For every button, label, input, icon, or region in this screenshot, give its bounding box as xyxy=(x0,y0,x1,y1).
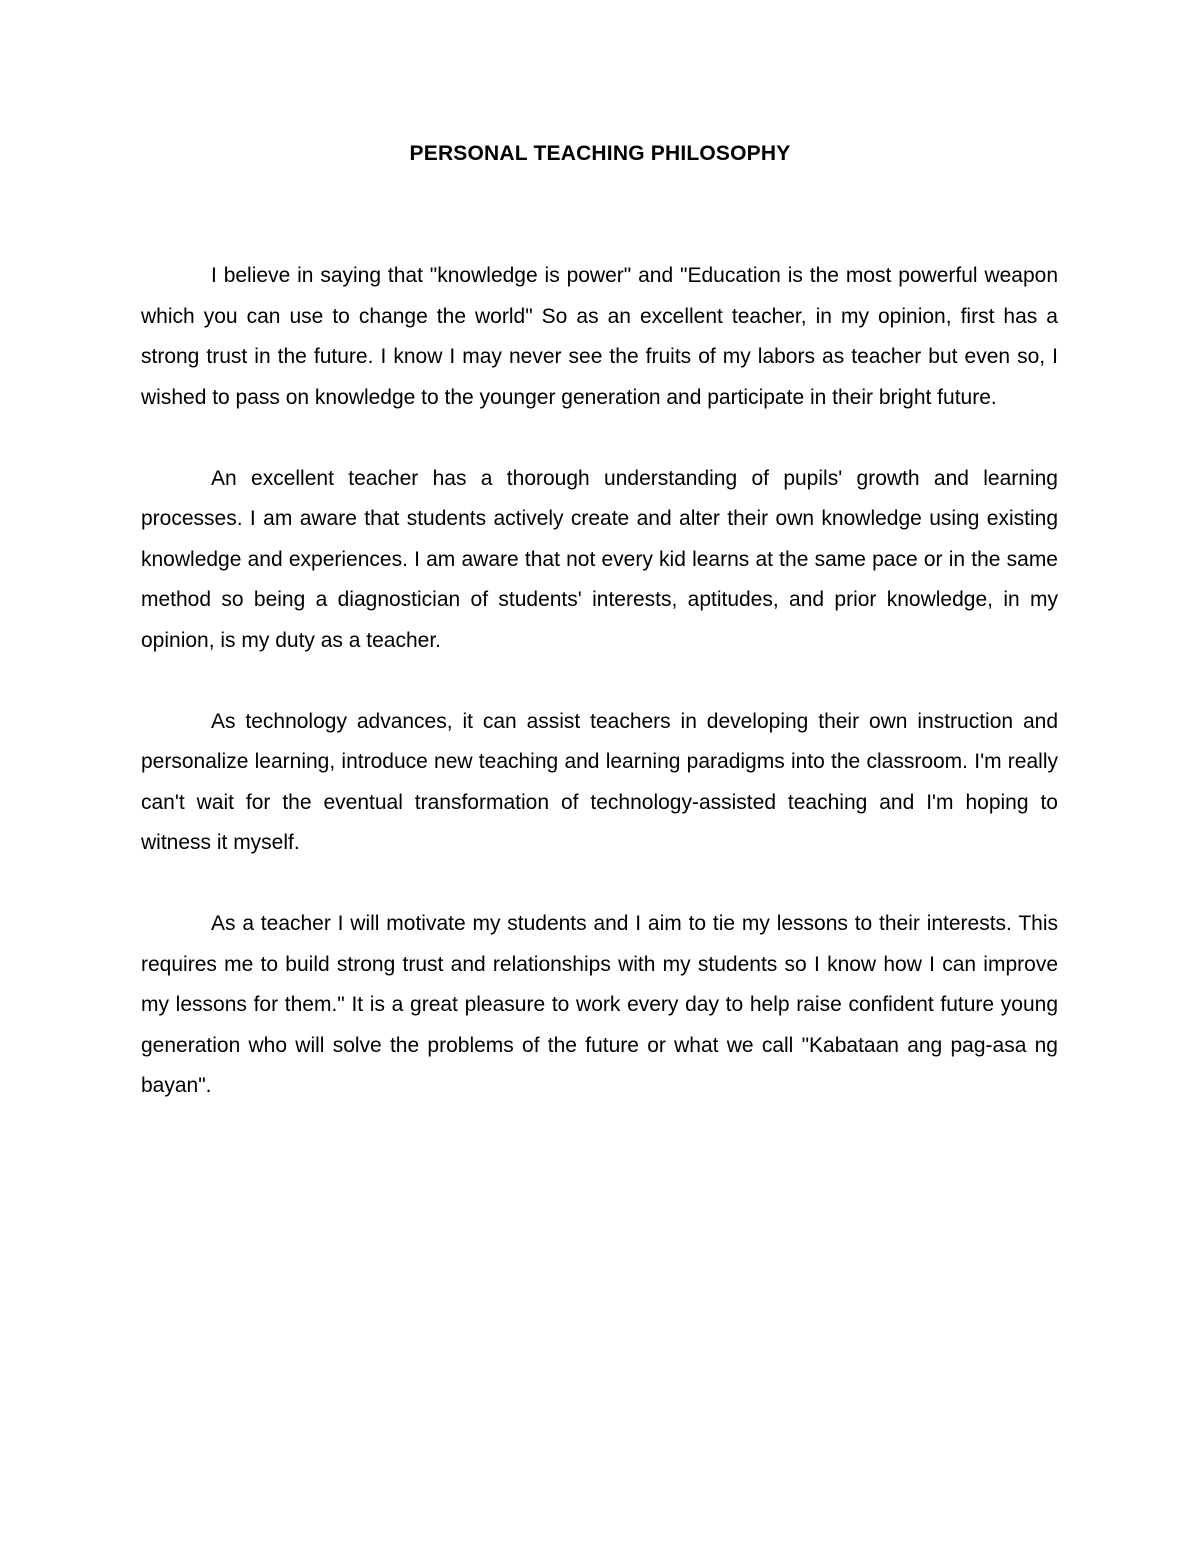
paragraph-3: As technology advances, it can assist teachers in developing their own instruction and personalize learning, introduce new teaching and learning paradigms into the classroom. I'm really can't wait for the eventual transformation of technology-assisted teaching and I'm hoping to witness it myself. xyxy=(141,709,1058,854)
paragraph-4: As a teacher I will motivate my students and I aim to tie my lessons to their interests. This requires me to build strong trust and relationships with my students so I know how I can improve my lessons for them." It is a great pleasure to work every day to help raise confident future young generation who will solve the problems of the future or what we call "Kabataan ang pag-asa ng bayan". xyxy=(141,912,1058,1097)
document-title: PERSONAL TEACHING PHILOSOPHY xyxy=(409,142,791,165)
paragraph-1: I believe in saying that "knowledge is power" and "Education is the most powerful weapon which you can use to change the world" So as an excellent teacher, in my opinion, first has a strong trust in the future. I know I may never see the fruits of my labors as teacher but even so, I wished to pass on knowledge to the younger generation and participate in their bright future. xyxy=(141,264,1058,409)
document-body xyxy=(141,256,1058,1107)
paragraph-2: An excellent teacher has a thorough understanding of pupils' growth and learning processes. I am aware that students actively create and alter their own knowledge using existing knowledge and experiences. I am aware that not every kid learns at the same pace or in the same method so being a diagnostician of students' interests, aptitudes, and prior knowledge, in my opinion, is my duty as a teacher. xyxy=(141,466,1058,652)
